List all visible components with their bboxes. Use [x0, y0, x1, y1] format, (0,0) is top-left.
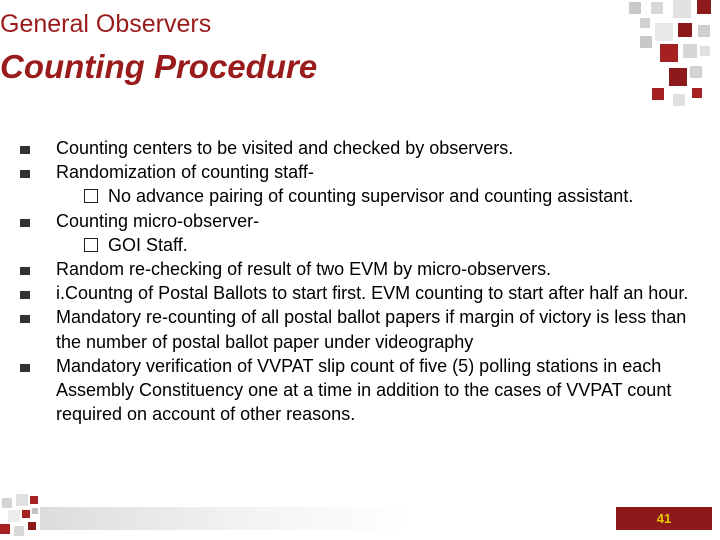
bullet-text: i.Countng of Postal Ballots to start first. EVM counting to start after half an hour. — [56, 283, 689, 304]
bullet-item-4 — [20, 257, 690, 281]
slide-subtitle: General Observers — [0, 10, 212, 38]
bullet-text: Random re-checking of result of two EVM by micro-observers. — [56, 259, 552, 280]
checkbox-bullet-icon — [84, 238, 98, 252]
square-bullet-icon — [20, 291, 30, 299]
square-bullet-icon — [20, 267, 30, 275]
bullet-item-1 — [20, 136, 690, 160]
bullet-item-2 — [20, 160, 690, 208]
bullet-item-6 — [20, 305, 690, 353]
page-number: 41 — [656, 511, 672, 526]
sub-bullet-text: No advance pairing of counting supervisor and counting assistant. — [108, 186, 634, 207]
bullet-item-5 — [20, 281, 690, 305]
bullet-item-3 — [20, 209, 690, 257]
bullet-text: Randomization of counting staff- — [56, 162, 314, 183]
bullet-text: Mandatory re-counting of all postal ballot papers if margin of victory is less than the number of postal ballot paper under videography — [56, 307, 687, 352]
sub-bullet — [20, 184, 690, 208]
bullet-text: Mandatory verification of VVPAT slip count of five (5) polling stations in each Assembly Constituency one at a time in addition to the cases of VVPAT count required on account of other reasons. — [56, 355, 672, 425]
square-bullet-icon — [20, 146, 30, 154]
square-bullet-icon — [20, 170, 30, 178]
slide-title: Counting Procedure — [0, 48, 318, 85]
square-bullet-icon — [20, 219, 30, 227]
sub-bullet-text: GOI Staff. — [108, 234, 188, 255]
footer-bar — [40, 507, 608, 530]
bullet-text: Counting centers to be visited and checked by observers. — [56, 138, 514, 158]
bullet-text: Counting micro-observer- — [56, 210, 260, 231]
sub-bullet — [20, 233, 690, 257]
square-bullet-icon — [20, 315, 30, 323]
bullet-item-7 — [20, 354, 690, 427]
checkbox-bullet-icon — [84, 189, 98, 203]
square-bullet-icon — [20, 364, 30, 372]
bullet-list — [20, 136, 690, 426]
